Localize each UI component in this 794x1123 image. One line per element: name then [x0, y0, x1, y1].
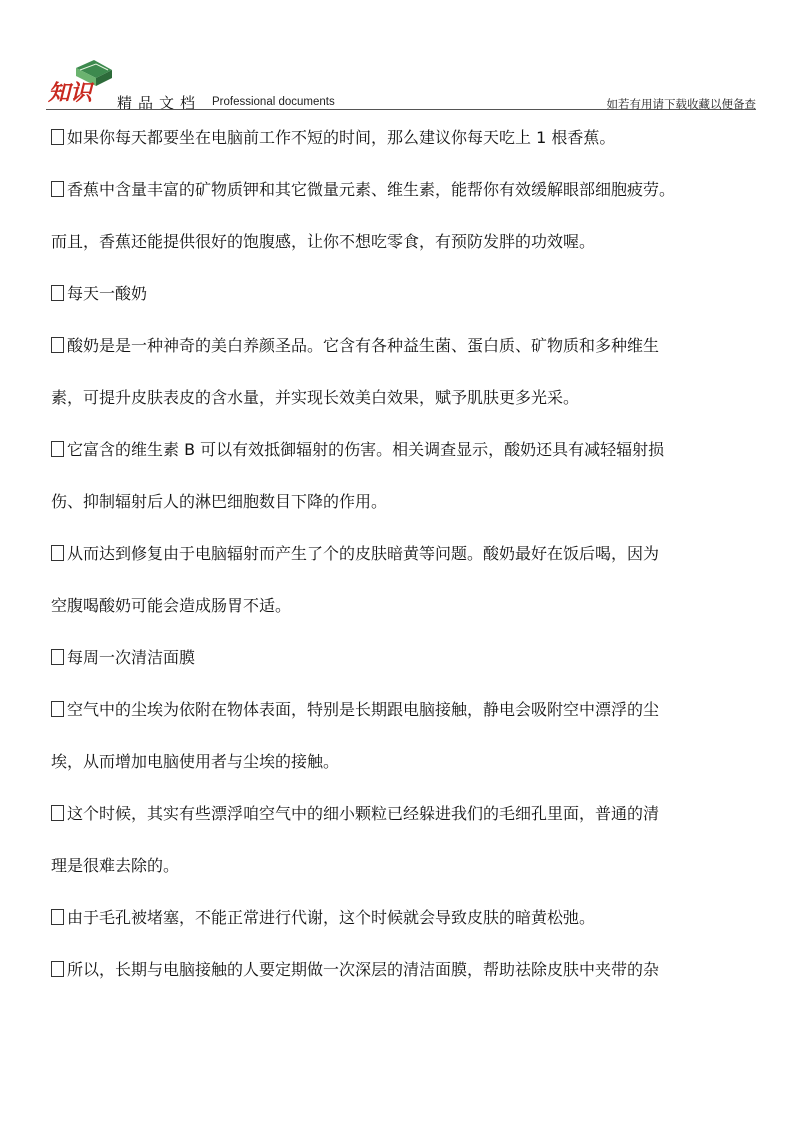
- document-body: [51, 120, 775, 1004]
- text-line: [51, 172, 775, 224]
- text-line: [51, 224, 775, 276]
- text-line: [51, 276, 775, 328]
- knowledge-logo: [46, 56, 118, 106]
- text-line: [51, 588, 775, 640]
- line-text: 埃，从而增加电脑使用者与尘埃的接触。: [51, 752, 340, 771]
- svg-text:知识: 知识: [48, 80, 93, 106]
- text-line: [51, 536, 775, 588]
- missing-glyph-box: [51, 285, 64, 301]
- line-text: 素，可提升皮肤表皮的含水量，并实现长效美白效果，赋予肌肤更多光采。: [51, 388, 580, 407]
- text-line: [51, 640, 775, 692]
- missing-glyph-box: [51, 337, 64, 353]
- text-line: [51, 796, 775, 848]
- page-header: [0, 0, 794, 112]
- missing-glyph-box: [51, 701, 64, 717]
- line-text: 空气中的尘埃为依附在物体表面，特别是长期跟电脑接触，静电会吸附空中漂浮的尘: [67, 700, 660, 719]
- text-line: [51, 432, 775, 484]
- text-line: [51, 380, 775, 432]
- missing-glyph-box: [51, 545, 64, 561]
- line-text: 每天一酸奶: [67, 284, 148, 303]
- missing-glyph-box: [51, 181, 64, 197]
- text-line: [51, 692, 775, 744]
- download-note: 如若有用请下载收藏以便备查: [606, 97, 756, 111]
- line-text: 如果你每天都要坐在电脑前工作不短的时间，那么建议你每天吃上 1 根香蕉。: [67, 128, 616, 147]
- line-text: 由于毛孔被堵塞，不能正常进行代谢，这个时候就会导致皮肤的暗黄松弛。: [67, 908, 596, 927]
- text-line: [51, 900, 775, 952]
- text-line: [51, 952, 775, 1004]
- missing-glyph-box: [51, 805, 64, 821]
- missing-glyph-box: [51, 961, 64, 977]
- line-text: 这个时候，其实有些漂浮咱空气中的细小颗粒已经躲进我们的毛细孔里面，普通的清: [67, 804, 660, 823]
- text-line: [51, 744, 775, 796]
- line-text: 伤、抑制辐射后人的淋巴细胞数目下降的作用。: [51, 492, 388, 511]
- missing-glyph-box: [51, 129, 64, 145]
- line-text: 空腹喝酸奶可能会造成肠胃不适。: [51, 596, 292, 615]
- missing-glyph-box: [51, 909, 64, 925]
- missing-glyph-box: [51, 649, 64, 665]
- text-line: [51, 328, 775, 380]
- line-text: 每周一次清洁面膜: [67, 648, 196, 667]
- line-text: 而且，香蕉还能提供很好的饱腹感，让你不想吃零食，有预防发胖的功效喔。: [51, 232, 596, 251]
- line-text: 所以，长期与电脑接触的人要定期做一次深层的清洁面膜，帮助祛除皮肤中夹带的杂: [67, 960, 660, 979]
- text-line: [51, 484, 775, 536]
- text-line: [51, 120, 775, 172]
- header-divider: [46, 109, 756, 110]
- line-text: 它富含的维生素 B 可以有效抵御辐射的伤害。相关调查显示，酸奶还具有减轻辐射损: [67, 440, 665, 459]
- line-text: 理是很难去除的。: [51, 856, 180, 875]
- line-text: 从而达到修复由于电脑辐射而产生了个的皮肤暗黄等问题。酸奶最好在饭后喝，因为: [67, 544, 660, 563]
- brand-title: 精品文档: [117, 94, 202, 112]
- text-line: [51, 848, 775, 900]
- line-text: 酸奶是是一种神奇的美白养颜圣品。它含有各种益生菌、蛋白质、矿物质和多种维生: [67, 336, 660, 355]
- brand-subtitle: Professional documents: [212, 96, 335, 108]
- missing-glyph-box: [51, 441, 64, 457]
- line-text: 香蕉中含量丰富的矿物质钾和其它微量元素、维生素，能帮你有效缓解眼部细胞疲劳。: [67, 180, 676, 199]
